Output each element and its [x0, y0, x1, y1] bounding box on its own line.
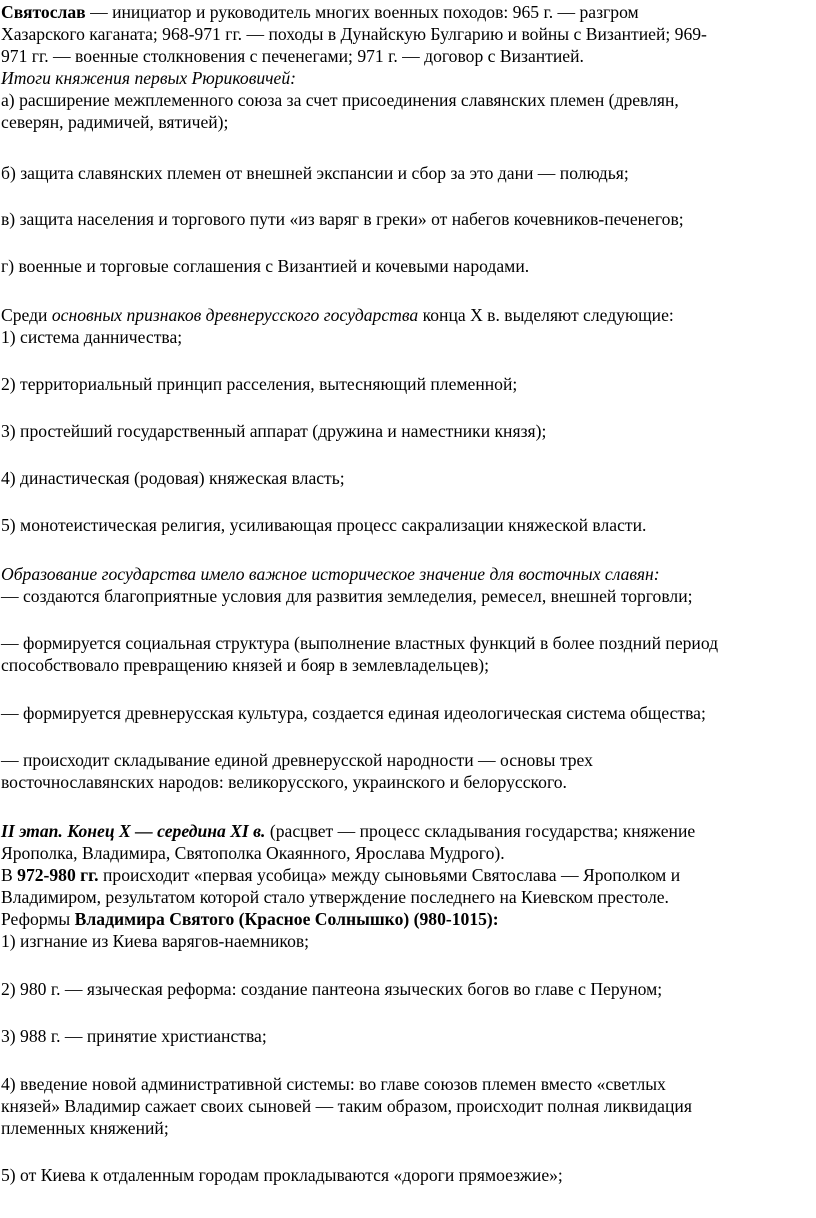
- reforms-heading-bold: Владимира Святого (Красное Солнышко) (980-1015):: [74, 909, 499, 929]
- reforms-heading: [1, 908, 499, 930]
- svyatoslav-name: Святослав: [1, 2, 86, 22]
- significance-item-4-line-2: восточнославянских народов: великорусского, украинского и белорусского.: [1, 772, 567, 792]
- result-b: б) защита славянских племен от внешней экспансии и сбор за это дани — полюдья;: [1, 163, 629, 183]
- result-a-line-2: северян, радимичей, вятичей);: [1, 112, 229, 132]
- sign-item-2: 2) территориальный принцип расселения, вытесняющий племенной;: [1, 374, 518, 394]
- reform-item-2: 2) 980 г. — языческая реформа: создание пантеона языческих богов во главе с Перуном;: [1, 979, 663, 999]
- stage2-title: II этап. Конец X — середина XI в.: [1, 821, 266, 841]
- sign-item-3: 3) простейший государственный аппарат (дружина и наместники князя);: [1, 421, 547, 441]
- signs-intro-italic: основных признаков древнерусского государства: [51, 305, 419, 325]
- stage2-years: 972-980 гг.: [17, 865, 99, 885]
- sign-item-1: 1) система данничества;: [1, 327, 183, 347]
- sign-item-4: 4) династическая (родовая) княжеская власть;: [1, 468, 345, 488]
- reforms-heading-pre: Реформы: [1, 909, 75, 929]
- stage2-line-4: Владимиром, результатом которой стало утверждение последнего на Киевском престоле.: [1, 887, 669, 907]
- result-c: в) защита населения и торгового пути «из варяг в греки» от набегов кочевников-печенегов;: [1, 209, 684, 229]
- signs-intro-post: конца X в. выделяют следующие:: [418, 305, 674, 325]
- result-d: г) военные и торговые соглашения с Византией и кочевыми народами.: [1, 256, 530, 276]
- result-a-line-1: а) расширение межплеменного союза за счет присоединения славянских племен (древлян,: [1, 90, 679, 110]
- svyatoslav-paragraph-line-1: [1, 1, 639, 23]
- stage2-heading-line: [1, 820, 695, 842]
- svyatoslav-paragraph-line-2: Хазарского каганата; 968-971 гг. — походы в Дунайскую Булгарию и войны с Византией; 969-: [1, 24, 707, 44]
- results-heading: Итоги княжения первых Рюриковичей:: [1, 68, 297, 88]
- significance-item-1: — создаются благоприятные условия для развития земледелия, ремесел, внешней торговли;: [1, 586, 693, 606]
- reform-item-3: 3) 988 г. — принятие христианства;: [1, 1026, 267, 1046]
- signs-intro-pre: Среди: [1, 305, 52, 325]
- svyatoslav-paragraph-line-3: 971 гг. — военные столкновения с печенегами; 971 г. — договор с Византией.: [1, 46, 584, 66]
- stage2-line-3: [1, 864, 680, 886]
- signs-intro: [1, 304, 674, 326]
- significance-item-4-line-1: — происходит складывание единой древнерусской народности — основы трех: [1, 750, 593, 770]
- stage2-title-rest: (расцвет — процесс складывания государства; княжение: [265, 821, 696, 841]
- significance-heading: Образование государства имело важное историческое значение для восточных славян:: [1, 564, 660, 584]
- svyatoslav-text: — инициатор и руководитель многих военных походов: 965 г. — разгром: [85, 2, 639, 22]
- stage2-line-3-post: происходит «первая усобица» между сыновьями Святослава — Ярополком и: [98, 865, 681, 885]
- sign-item-5: 5) монотеистическая религия, усиливающая процесс сакрализации княжеской власти.: [1, 515, 647, 535]
- significance-item-2-line-2: способствовало превращению князей и бояр в землевладельцев);: [1, 655, 490, 675]
- reform-item-4-line-2: князей» Владимир сажает своих сыновей — таким образом, происходит полная ликвидация: [1, 1096, 692, 1116]
- stage2-line-3-pre: В: [1, 865, 18, 885]
- reform-item-4-line-3: племенных княжений;: [1, 1118, 169, 1138]
- reform-item-1: 1) изгнание из Киева варягов-наемников;: [1, 931, 310, 951]
- reform-item-4-line-1: 4) введение новой административной системы: во главе союзов племен вместо «светлых: [1, 1074, 666, 1094]
- stage2-line-2: Ярополка, Владимира, Святополка Окаянного, Ярослава Мудрого).: [1, 843, 505, 863]
- reform-item-5: 5) от Киева к отдаленным городам прокладываются «дороги прямоезжие»;: [1, 1165, 563, 1185]
- significance-item-2-line-1: — формируется социальная структура (выполнение властных функций в более поздний период: [1, 633, 719, 653]
- significance-item-3: — формируется древнерусская культура, создается единая идеологическая система общества;: [1, 703, 706, 723]
